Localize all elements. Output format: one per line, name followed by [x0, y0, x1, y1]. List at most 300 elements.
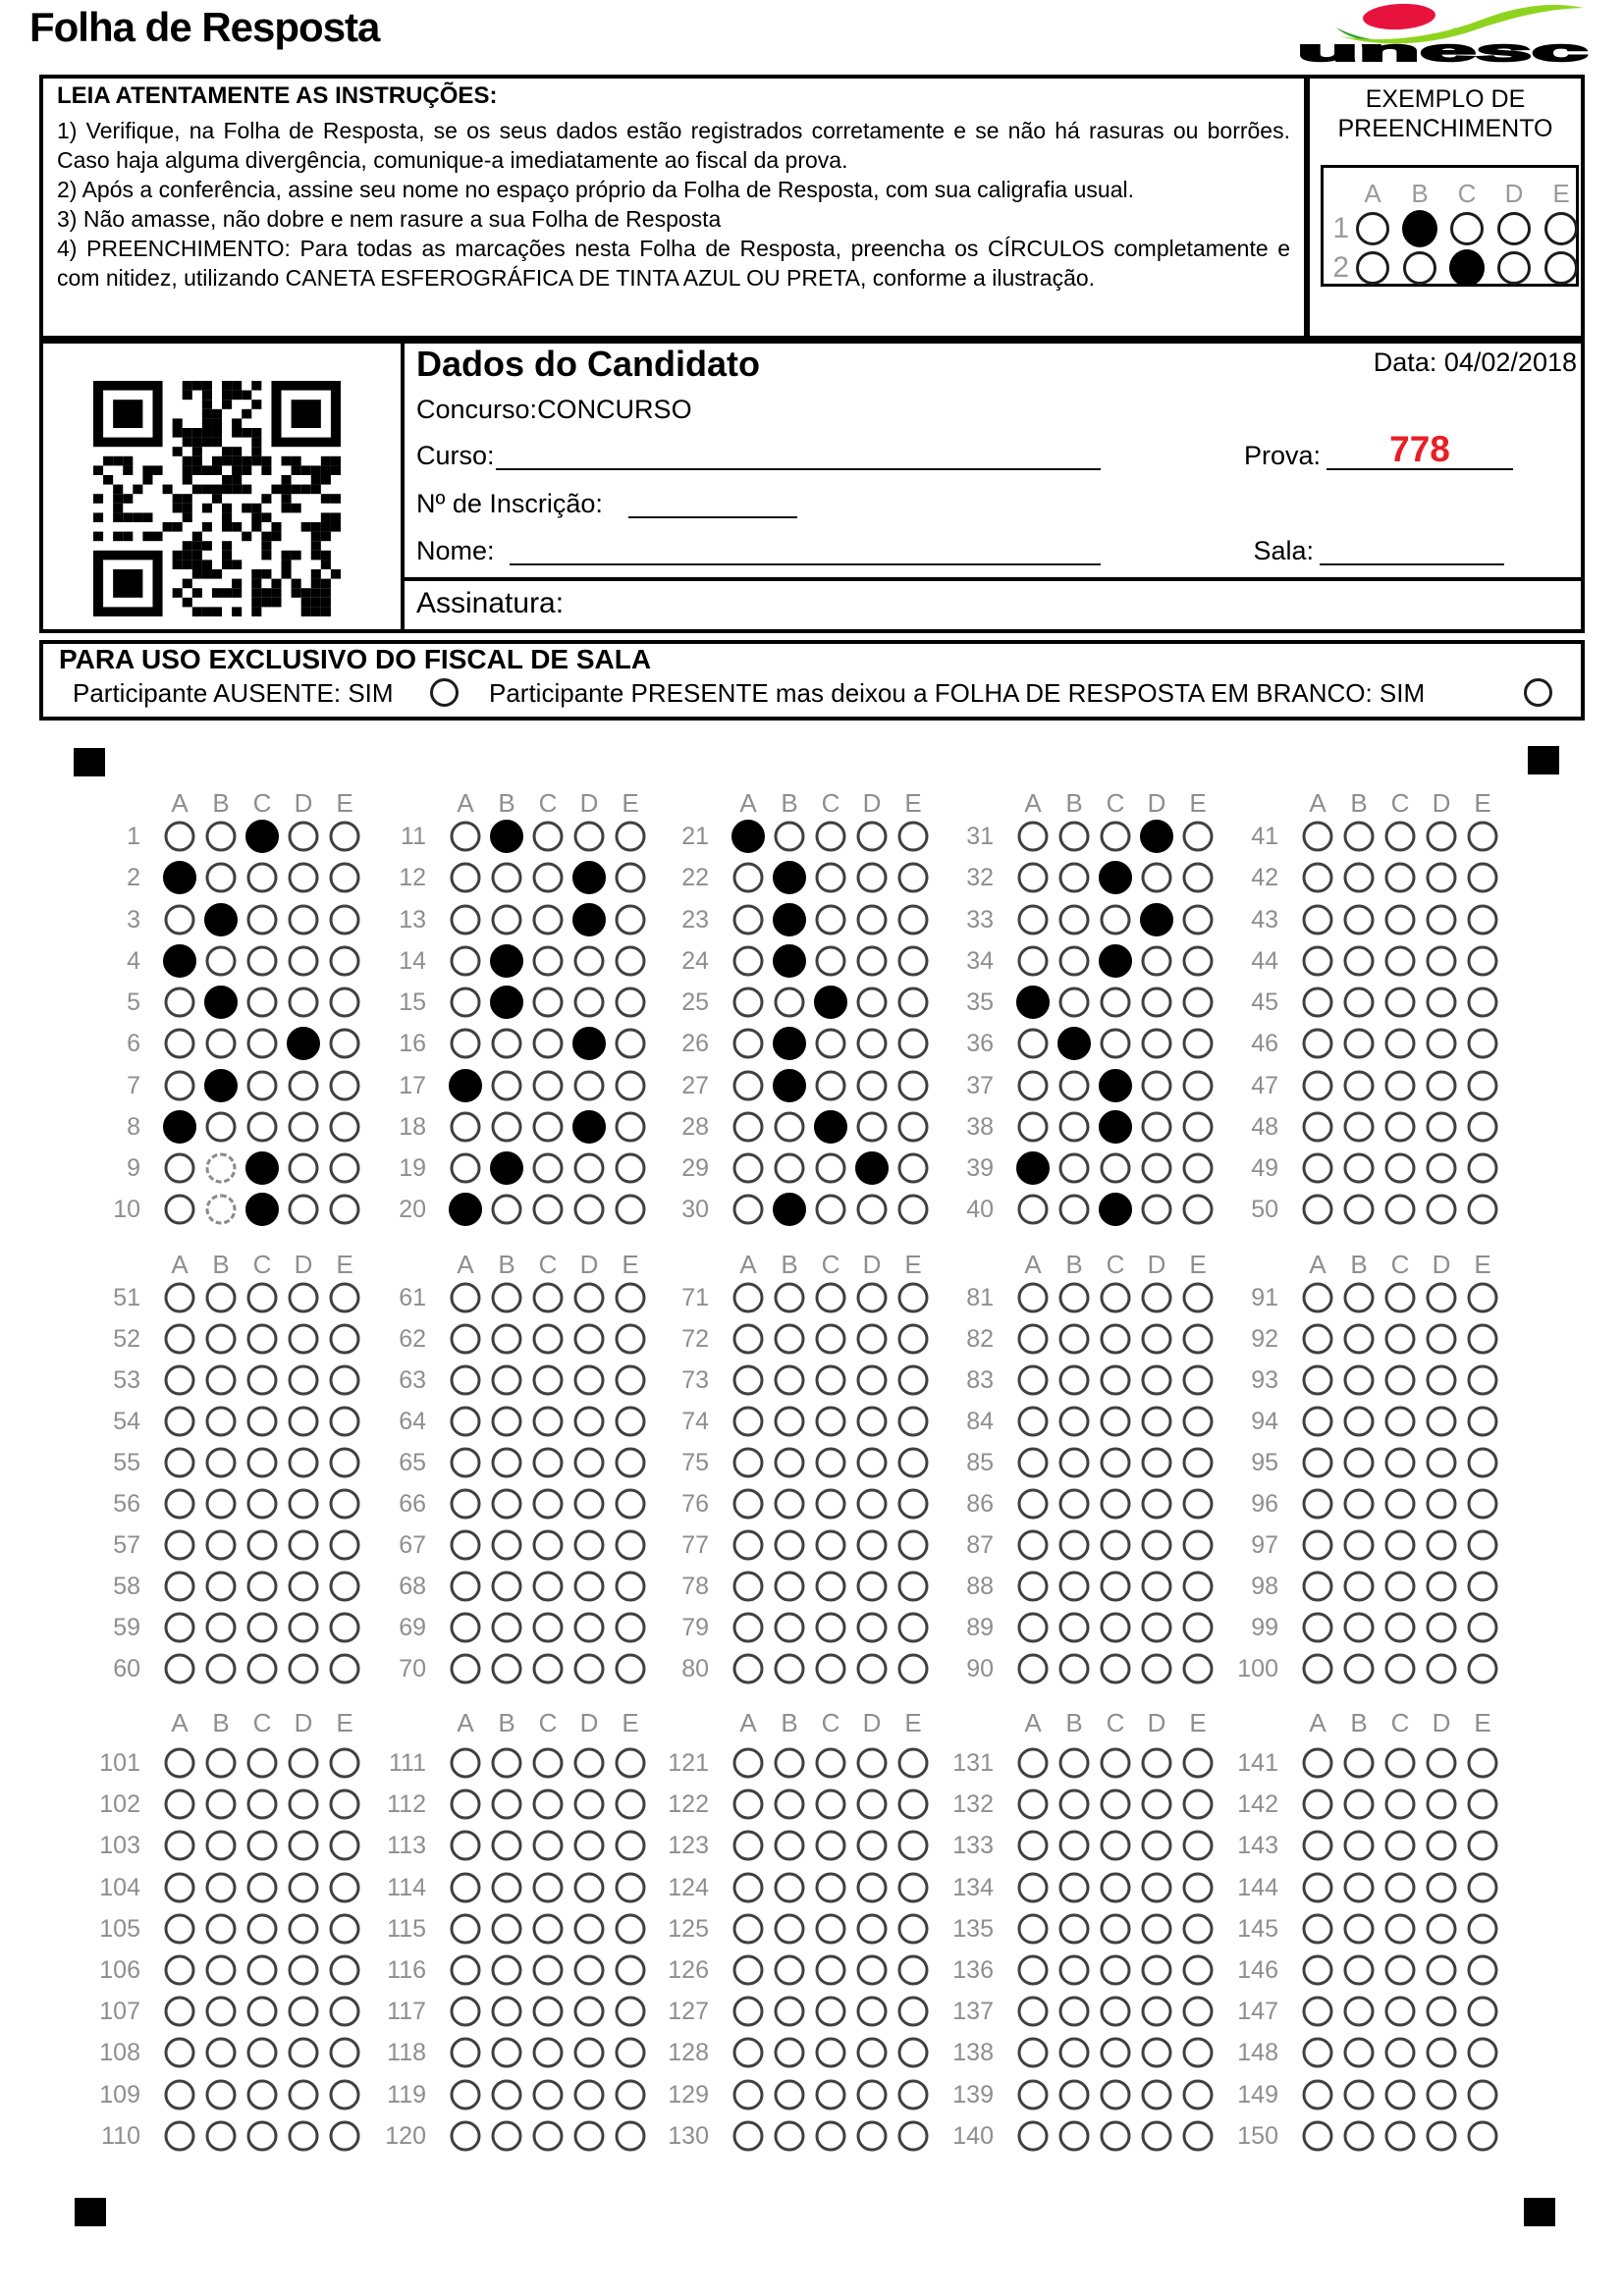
bubble-46-E[interactable]: [1468, 1029, 1498, 1059]
bubble-2-D[interactable]: [289, 863, 319, 893]
bubble-32-D[interactable]: [1142, 863, 1172, 893]
bubble-83-C[interactable]: [1101, 1365, 1131, 1396]
bubble-64-B[interactable]: [492, 1407, 522, 1437]
bubble-105-D[interactable]: [289, 1913, 319, 1944]
bubble-58-B[interactable]: [206, 1572, 237, 1602]
bubble-79-C[interactable]: [816, 1613, 846, 1643]
bubble-40-A[interactable]: [1018, 1195, 1049, 1225]
bubble-60-B[interactable]: [206, 1654, 237, 1684]
bubble-78-D[interactable]: [857, 1572, 888, 1602]
bubble-114-A[interactable]: [451, 1872, 481, 1902]
bubble-107-D[interactable]: [289, 1997, 319, 2027]
bubble-141-C[interactable]: [1385, 1748, 1416, 1779]
bubble-102-A[interactable]: [165, 1789, 195, 1820]
bubble-109-B[interactable]: [206, 2079, 237, 2109]
bubble-48-C[interactable]: [1385, 1111, 1416, 1142]
bubble-100-A[interactable]: [1303, 1654, 1333, 1684]
bubble-61-B[interactable]: [492, 1283, 522, 1313]
bubble-68-B[interactable]: [492, 1572, 522, 1602]
bubble-112-A[interactable]: [451, 1789, 481, 1820]
bubble-25-D[interactable]: [857, 988, 888, 1018]
bubble-112-D[interactable]: [574, 1789, 605, 1820]
bubble-139-B[interactable]: [1059, 2079, 1090, 2109]
bubble-41-C[interactable]: [1385, 822, 1416, 852]
bubble-1-D[interactable]: [289, 822, 319, 852]
bubble-108-C[interactable]: [247, 2038, 278, 2068]
bubble-137-A[interactable]: [1018, 1997, 1049, 2027]
bubble-76-C[interactable]: [816, 1489, 846, 1520]
bubble-100-D[interactable]: [1427, 1654, 1457, 1684]
bubble-82-B[interactable]: [1059, 1324, 1090, 1355]
bubble-146-D[interactable]: [1427, 1955, 1457, 1986]
bubble-12-D[interactable]: [572, 861, 606, 894]
bubble-53-A[interactable]: [165, 1365, 195, 1396]
bubble-126-D[interactable]: [857, 1955, 888, 1986]
bubble-10-D[interactable]: [289, 1195, 319, 1225]
bubble-78-B[interactable]: [775, 1572, 805, 1602]
bubble-98-D[interactable]: [1427, 1572, 1457, 1602]
bubble-49-B[interactable]: [1344, 1153, 1375, 1184]
bubble-31-B[interactable]: [1059, 822, 1090, 852]
bubble-103-C[interactable]: [247, 1831, 278, 1861]
bubble-25-C[interactable]: [814, 986, 847, 1019]
bubble-132-B[interactable]: [1059, 1789, 1090, 1820]
bubble-51-D[interactable]: [289, 1283, 319, 1313]
bubble-12-A[interactable]: [451, 863, 481, 893]
bubble-47-A[interactable]: [1303, 1070, 1333, 1100]
bubble-36-A[interactable]: [1018, 1029, 1049, 1059]
bubble-133-C[interactable]: [1101, 1831, 1131, 1861]
bubble-142-C[interactable]: [1385, 1789, 1416, 1820]
bubble-9-B[interactable]: [206, 1153, 237, 1184]
bubble-118-C[interactable]: [533, 2038, 564, 2068]
bubble-83-B[interactable]: [1059, 1365, 1090, 1396]
bubble-90-A[interactable]: [1018, 1654, 1049, 1684]
bubble-148-C[interactable]: [1385, 2038, 1416, 2068]
bubble-71-C[interactable]: [816, 1283, 846, 1313]
bubble-48-E[interactable]: [1468, 1111, 1498, 1142]
bubble-138-B[interactable]: [1059, 2038, 1090, 2068]
bubble-45-C[interactable]: [1385, 988, 1416, 1018]
bubble-107-B[interactable]: [206, 1997, 237, 2027]
bubble-109-A[interactable]: [165, 2079, 195, 2109]
bubble-126-C[interactable]: [816, 1955, 846, 1986]
bubble-127-A[interactable]: [733, 1997, 764, 2027]
bubble-139-C[interactable]: [1101, 2079, 1131, 2109]
bubble-6-D[interactable]: [287, 1027, 320, 1060]
bubble-149-D[interactable]: [1427, 2079, 1457, 2109]
bubble-41-B[interactable]: [1344, 822, 1375, 852]
bubble-20-B[interactable]: [492, 1195, 522, 1225]
bubble-42-E[interactable]: [1468, 863, 1498, 893]
bubble-55-B[interactable]: [206, 1448, 237, 1478]
bubble-28-D[interactable]: [857, 1111, 888, 1142]
bubble-104-A[interactable]: [165, 1872, 195, 1902]
bubble-19-A[interactable]: [451, 1153, 481, 1184]
bubble-135-B[interactable]: [1059, 1913, 1090, 1944]
bubble-150-D[interactable]: [1427, 2120, 1457, 2151]
bubble-10-A[interactable]: [165, 1195, 195, 1225]
bubble-46-C[interactable]: [1385, 1029, 1416, 1059]
bubble-130-B[interactable]: [775, 2120, 805, 2151]
sala-line[interactable]: [1320, 538, 1504, 565]
bubble-97-C[interactable]: [1385, 1530, 1416, 1561]
bubble-1-B[interactable]: [206, 822, 237, 852]
bubble-45-D[interactable]: [1427, 988, 1457, 1018]
bubble-49-D[interactable]: [1427, 1153, 1457, 1184]
bubble-26-C[interactable]: [816, 1029, 846, 1059]
bubble-147-D[interactable]: [1427, 1997, 1457, 2027]
bubble-18-D[interactable]: [572, 1110, 606, 1144]
bubble-116-C[interactable]: [533, 1955, 564, 1986]
bubble-138-C[interactable]: [1101, 2038, 1131, 2068]
bubble-138-D[interactable]: [1142, 2038, 1172, 2068]
bubble-59-B[interactable]: [206, 1613, 237, 1643]
bubble-89-D[interactable]: [1142, 1613, 1172, 1643]
bubble-90-C[interactable]: [1101, 1654, 1131, 1684]
bubble-117-A[interactable]: [451, 1997, 481, 2027]
bubble-120-B[interactable]: [492, 2120, 522, 2151]
bubble-8-D[interactable]: [289, 1111, 319, 1142]
bubble-91-A[interactable]: [1303, 1283, 1333, 1313]
bubble-100-E[interactable]: [1468, 1654, 1498, 1684]
bubble-105-A[interactable]: [165, 1913, 195, 1944]
bubble-4-A[interactable]: [163, 944, 196, 978]
bubble-44-A[interactable]: [1303, 945, 1333, 976]
bubble-123-C[interactable]: [816, 1831, 846, 1861]
bubble-110-C[interactable]: [247, 2120, 278, 2151]
bubble-68-C[interactable]: [533, 1572, 564, 1602]
bubble-80-B[interactable]: [775, 1654, 805, 1684]
bubble-37-C[interactable]: [1099, 1069, 1132, 1102]
bubble-122-D[interactable]: [857, 1789, 888, 1820]
bubble-111-A[interactable]: [451, 1748, 481, 1779]
bubble-15-B[interactable]: [490, 986, 523, 1019]
bubble-122-A[interactable]: [733, 1789, 764, 1820]
bubble-141-E[interactable]: [1468, 1748, 1498, 1779]
bubble-150-E[interactable]: [1468, 2120, 1498, 2151]
bubble-119-D[interactable]: [574, 2079, 605, 2109]
bubble-24-D[interactable]: [857, 945, 888, 976]
bubble-75-A[interactable]: [733, 1448, 764, 1478]
bubble-139-A[interactable]: [1018, 2079, 1049, 2109]
bubble-77-D[interactable]: [857, 1530, 888, 1561]
bubble-29-A[interactable]: [733, 1153, 764, 1184]
bubble-1-A[interactable]: [165, 822, 195, 852]
bubble-99-E[interactable]: [1468, 1613, 1498, 1643]
bubble-31-D[interactable]: [1140, 820, 1173, 853]
bubble-147-B[interactable]: [1344, 1997, 1375, 2027]
bubble-113-B[interactable]: [492, 1831, 522, 1861]
bubble-69-C[interactable]: [533, 1613, 564, 1643]
bubble-47-C[interactable]: [1385, 1070, 1416, 1100]
bubble-27-D[interactable]: [857, 1070, 888, 1100]
bubble-101-B[interactable]: [206, 1748, 237, 1779]
bubble-32-A[interactable]: [1018, 863, 1049, 893]
bubble-106-B[interactable]: [206, 1955, 237, 1986]
bubble-66-A[interactable]: [451, 1489, 481, 1520]
bubble-54-B[interactable]: [206, 1407, 237, 1437]
bubble-6-C[interactable]: [247, 1029, 278, 1059]
bubble-111-B[interactable]: [492, 1748, 522, 1779]
bubble-116-A[interactable]: [451, 1955, 481, 1986]
bubble-57-B[interactable]: [206, 1530, 237, 1561]
bubble-128-B[interactable]: [775, 2038, 805, 2068]
bubble-104-C[interactable]: [247, 1872, 278, 1902]
bubble-87-C[interactable]: [1101, 1530, 1131, 1561]
bubble-54-C[interactable]: [247, 1407, 278, 1437]
bubble-51-B[interactable]: [206, 1283, 237, 1313]
bubble-140-C[interactable]: [1101, 2120, 1131, 2151]
bubble-89-C[interactable]: [1101, 1613, 1131, 1643]
bubble-95-D[interactable]: [1427, 1448, 1457, 1478]
bubble-96-A[interactable]: [1303, 1489, 1333, 1520]
bubble-38-A[interactable]: [1018, 1111, 1049, 1142]
bubble-40-D[interactable]: [1142, 1195, 1172, 1225]
bubble-55-C[interactable]: [247, 1448, 278, 1478]
bubble-121-D[interactable]: [857, 1748, 888, 1779]
bubble-127-C[interactable]: [816, 1997, 846, 2027]
bubble-55-D[interactable]: [289, 1448, 319, 1478]
bubble-47-B[interactable]: [1344, 1070, 1375, 1100]
bubble-92-E[interactable]: [1468, 1324, 1498, 1355]
bubble-58-C[interactable]: [247, 1572, 278, 1602]
bubble-46-A[interactable]: [1303, 1029, 1333, 1059]
bubble-3-C[interactable]: [247, 904, 278, 934]
bubble-120-D[interactable]: [574, 2120, 605, 2151]
bubble-86-B[interactable]: [1059, 1489, 1090, 1520]
bubble-114-B[interactable]: [492, 1872, 522, 1902]
bubble-140-B[interactable]: [1059, 2120, 1090, 2151]
bubble-81-C[interactable]: [1101, 1283, 1131, 1313]
bubble-134-A[interactable]: [1018, 1872, 1049, 1902]
bubble-76-B[interactable]: [775, 1489, 805, 1520]
bubble-52-D[interactable]: [289, 1324, 319, 1355]
bubble-146-B[interactable]: [1344, 1955, 1375, 1986]
bubble-28-C[interactable]: [814, 1110, 847, 1144]
bubble-59-D[interactable]: [289, 1613, 319, 1643]
bubble-136-C[interactable]: [1101, 1955, 1131, 1986]
bubble-117-D[interactable]: [574, 1997, 605, 2027]
bubble-111-D[interactable]: [574, 1748, 605, 1779]
bubble-40-B[interactable]: [1059, 1195, 1090, 1225]
bubble-68-D[interactable]: [574, 1572, 605, 1602]
bubble-97-D[interactable]: [1427, 1530, 1457, 1561]
bubble-65-A[interactable]: [451, 1448, 481, 1478]
bubble-38-D[interactable]: [1142, 1111, 1172, 1142]
bubble-99-B[interactable]: [1344, 1613, 1375, 1643]
inscricao-line[interactable]: [628, 491, 797, 518]
bubble-48-D[interactable]: [1427, 1111, 1457, 1142]
bubble-124-C[interactable]: [816, 1872, 846, 1902]
bubble-116-B[interactable]: [492, 1955, 522, 1986]
bubble-149-A[interactable]: [1303, 2079, 1333, 2109]
bubble-97-A[interactable]: [1303, 1530, 1333, 1561]
bubble-139-D[interactable]: [1142, 2079, 1172, 2109]
bubble-105-C[interactable]: [247, 1913, 278, 1944]
bubble-7-D[interactable]: [289, 1070, 319, 1100]
bubble-66-C[interactable]: [533, 1489, 564, 1520]
bubble-96-C[interactable]: [1385, 1489, 1416, 1520]
bubble-150-C[interactable]: [1385, 2120, 1416, 2151]
bubble-67-C[interactable]: [533, 1530, 564, 1561]
bubble-49-E[interactable]: [1468, 1153, 1498, 1184]
bubble-60-A[interactable]: [165, 1654, 195, 1684]
bubble-77-B[interactable]: [775, 1530, 805, 1561]
bubble-11-C[interactable]: [533, 822, 564, 852]
bubble-131-B[interactable]: [1059, 1748, 1090, 1779]
bubble-92-D[interactable]: [1427, 1324, 1457, 1355]
bubble-27-A[interactable]: [733, 1070, 764, 1100]
bubble-28-B[interactable]: [775, 1111, 805, 1142]
bubble-90-B[interactable]: [1059, 1654, 1090, 1684]
bubble-39-B[interactable]: [1059, 1153, 1090, 1184]
bubble-121-B[interactable]: [775, 1748, 805, 1779]
bubble-110-B[interactable]: [206, 2120, 237, 2151]
bubble-97-E[interactable]: [1468, 1530, 1498, 1561]
bubble-26-A[interactable]: [733, 1029, 764, 1059]
bubble-51-C[interactable]: [247, 1283, 278, 1313]
bubble-23-A[interactable]: [733, 904, 764, 934]
bubble-18-A[interactable]: [451, 1111, 481, 1142]
bubble-131-A[interactable]: [1018, 1748, 1049, 1779]
bubble-10-B[interactable]: [206, 1195, 237, 1225]
bubble-142-E[interactable]: [1468, 1789, 1498, 1820]
bubble-33-C[interactable]: [1101, 904, 1131, 934]
bubble-13-D[interactable]: [572, 903, 606, 936]
bubble-107-A[interactable]: [165, 1997, 195, 2027]
bubble-78-A[interactable]: [733, 1572, 764, 1602]
bubble-146-A[interactable]: [1303, 1955, 1333, 1986]
bubble-39-A[interactable]: [1016, 1151, 1050, 1185]
bubble-63-A[interactable]: [451, 1365, 481, 1396]
bubble-21-A[interactable]: [731, 820, 765, 853]
bubble-128-C[interactable]: [816, 2038, 846, 2068]
bubble-129-B[interactable]: [775, 2079, 805, 2109]
bubble-149-E[interactable]: [1468, 2079, 1498, 2109]
bubble-44-C[interactable]: [1385, 945, 1416, 976]
bubble-53-C[interactable]: [247, 1365, 278, 1396]
bubble-109-C[interactable]: [247, 2079, 278, 2109]
bubble-22-A[interactable]: [733, 863, 764, 893]
bubble-42-B[interactable]: [1344, 863, 1375, 893]
bubble-98-C[interactable]: [1385, 1572, 1416, 1602]
bubble-19-D[interactable]: [574, 1153, 605, 1184]
bubble-103-D[interactable]: [289, 1831, 319, 1861]
bubble-94-E[interactable]: [1468, 1407, 1498, 1437]
bubble-72-D[interactable]: [857, 1324, 888, 1355]
bubble-72-B[interactable]: [775, 1324, 805, 1355]
bubble-29-D[interactable]: [855, 1151, 889, 1185]
bubble-123-D[interactable]: [857, 1831, 888, 1861]
bubble-75-C[interactable]: [816, 1448, 846, 1478]
bubble-63-D[interactable]: [574, 1365, 605, 1396]
bubble-46-B[interactable]: [1344, 1029, 1375, 1059]
bubble-129-A[interactable]: [733, 2079, 764, 2109]
bubble-23-B[interactable]: [773, 903, 806, 936]
bubble-113-C[interactable]: [533, 1831, 564, 1861]
bubble-84-A[interactable]: [1018, 1407, 1049, 1437]
bubble-136-A[interactable]: [1018, 1955, 1049, 1986]
bubble-69-D[interactable]: [574, 1613, 605, 1643]
bubble-78-C[interactable]: [816, 1572, 846, 1602]
bubble-70-A[interactable]: [451, 1654, 481, 1684]
bubble-80-A[interactable]: [733, 1654, 764, 1684]
bubble-148-B[interactable]: [1344, 2038, 1375, 2068]
bubble-122-C[interactable]: [816, 1789, 846, 1820]
bubble-41-A[interactable]: [1303, 822, 1333, 852]
bubble-142-D[interactable]: [1427, 1789, 1457, 1820]
bubble-75-B[interactable]: [775, 1448, 805, 1478]
bubble-88-C[interactable]: [1101, 1572, 1131, 1602]
bubble-125-B[interactable]: [775, 1913, 805, 1944]
bubble-20-A[interactable]: [449, 1193, 482, 1226]
bubble-18-C[interactable]: [533, 1111, 564, 1142]
bubble-61-D[interactable]: [574, 1283, 605, 1313]
bubble-56-B[interactable]: [206, 1489, 237, 1520]
bubble-130-A[interactable]: [733, 2120, 764, 2151]
bubble-7-B[interactable]: [204, 1069, 238, 1102]
bubble-60-C[interactable]: [247, 1654, 278, 1684]
bubble-66-D[interactable]: [574, 1489, 605, 1520]
bubble-73-A[interactable]: [733, 1365, 764, 1396]
bubble-11-D[interactable]: [574, 822, 605, 852]
bubble-93-A[interactable]: [1303, 1365, 1333, 1396]
bubble-143-C[interactable]: [1385, 1831, 1416, 1861]
bubble-81-D[interactable]: [1142, 1283, 1172, 1313]
bubble-47-D[interactable]: [1427, 1070, 1457, 1100]
bubble-145-B[interactable]: [1344, 1913, 1375, 1944]
bubble-115-B[interactable]: [492, 1913, 522, 1944]
bubble-79-A[interactable]: [733, 1613, 764, 1643]
bubble-20-D[interactable]: [574, 1195, 605, 1225]
bubble-36-D[interactable]: [1142, 1029, 1172, 1059]
bubble-62-D[interactable]: [574, 1324, 605, 1355]
bubble-22-D[interactable]: [857, 863, 888, 893]
bubble-45-B[interactable]: [1344, 988, 1375, 1018]
bubble-85-D[interactable]: [1142, 1448, 1172, 1478]
bubble-132-A[interactable]: [1018, 1789, 1049, 1820]
bubble-59-C[interactable]: [247, 1613, 278, 1643]
bubble-1-C[interactable]: [245, 820, 279, 853]
bubble-45-E[interactable]: [1468, 988, 1498, 1018]
bubble-4-D[interactable]: [289, 945, 319, 976]
bubble-115-C[interactable]: [533, 1913, 564, 1944]
bubble-148-D[interactable]: [1427, 2038, 1457, 2068]
bubble-124-B[interactable]: [775, 1872, 805, 1902]
bubble-94-D[interactable]: [1427, 1407, 1457, 1437]
bubble-104-B[interactable]: [206, 1872, 237, 1902]
bubble-137-D[interactable]: [1142, 1997, 1172, 2027]
bubble-12-C[interactable]: [533, 863, 564, 893]
bubble-89-A[interactable]: [1018, 1613, 1049, 1643]
bubble-125-D[interactable]: [857, 1913, 888, 1944]
bubble-74-D[interactable]: [857, 1407, 888, 1437]
bubble-79-D[interactable]: [857, 1613, 888, 1643]
bubble-74-C[interactable]: [816, 1407, 846, 1437]
bubble-91-C[interactable]: [1385, 1283, 1416, 1313]
bubble-76-D[interactable]: [857, 1489, 888, 1520]
bubble-50-C[interactable]: [1385, 1195, 1416, 1225]
bubble-23-D[interactable]: [857, 904, 888, 934]
bubble-109-D[interactable]: [289, 2079, 319, 2109]
bubble-146-E[interactable]: [1468, 1955, 1498, 1986]
bubble-18-B[interactable]: [492, 1111, 522, 1142]
bubble-24-B[interactable]: [773, 944, 806, 978]
bubble-8-B[interactable]: [206, 1111, 237, 1142]
bubble-123-B[interactable]: [775, 1831, 805, 1861]
bubble-123-A[interactable]: [733, 1831, 764, 1861]
